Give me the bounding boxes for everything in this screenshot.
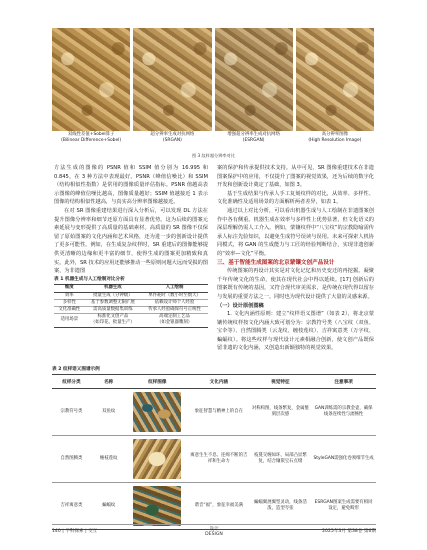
table-header: 名称 xyxy=(91,375,127,389)
table-cell: 适用场景 xyxy=(54,314,85,327)
table-header: 人工绘制 xyxy=(141,285,208,292)
lotus-scroll-pattern-image xyxy=(133,439,181,479)
table-cell: 依赖设计师个人经验 xyxy=(141,299,208,306)
figure-title: 图 3 纹样超分辨率对比 xyxy=(191,153,235,158)
table-cell: 多样性 xyxy=(54,299,85,306)
paragraph: 方法生成的图像的 PSNR 值和 SSIM 值分别为 16.995 和 0.845，在 3 种方法中表现最好。PSNR（峰值信噪比）和 SSIM（结构相似性指数）是常用的图像质量评估指标。PSNR 值越高表示图像的峰值信噪比越高，图像质量越好；SSIM 值越接近 1 表示图像的结构相似性越高，与真实高分辨率图像越接近。 xyxy=(54,165,208,206)
paragraph: 在对 SR 图像重建结果进行深入分析后，可以发现 DL 方法在提升图像分辨率和细节还原方面具有显著优势。这为后续的图案元素延展与变形提供了高质量的基础素材。高质量的 SR 图像不仅保留了原始图案的文化内涵和艺术风格，还为进一步的创新设计提供了更多可能性。例如，在生成复杂纹样时，SR 重建后的图像能够提供更清晰的边缘和更丰富的细节，使得生成的图案更加精致和真实。此外，SR 技术的应用还能够推动一些原则问题大远而受损的图案，为非遗图 xyxy=(54,207,208,275)
table-header: 注意事项 xyxy=(311,375,376,389)
semantic-table-section xyxy=(52,366,376,530)
table-cell: 文化准确性 xyxy=(54,306,85,313)
high-resolution-image xyxy=(296,28,374,131)
table2-title: 表 2 纹样语义图谱示例 xyxy=(52,367,100,372)
table-header: 维度 xyxy=(54,285,85,292)
table-cell: 蝙蝠纹 xyxy=(91,483,127,530)
pattern-thumbnail-cell xyxy=(127,483,189,530)
table-cell: 标准化文创产品 （如印花、批量生产） xyxy=(85,314,142,327)
table-cell: 批量生成（分钟级） xyxy=(85,292,142,299)
pattern-thumbnail-cell xyxy=(127,436,189,483)
pattern-thumbnail-cell xyxy=(127,389,189,436)
table-cell: 自然图腾类 xyxy=(52,436,91,483)
table-row xyxy=(54,314,208,327)
comparison-table xyxy=(54,284,208,327)
figure-captions xyxy=(52,132,374,144)
figure-caption: 超分辨率生成对抗网络 (SRGAN) xyxy=(150,132,195,143)
paragraph: 基于生成结果与传承人手工复刻纹样的对比，从效率、多样性、文化准确性及适用场景的方面解析两者差异，如表 1。 xyxy=(217,190,374,206)
table-cell: 象征智慧与精神上的自在 xyxy=(188,389,250,436)
table-cell: 双鱼纹 xyxy=(91,389,127,436)
table-cell: ESRGAN图案生成需要有相同设定，避免畸形 xyxy=(311,483,376,530)
figure-caption: 增强超分辨率生成对抗网络 (ESRGAN) xyxy=(227,132,280,143)
table-cell: 缠枝莲纹 xyxy=(91,436,127,483)
semantic-table xyxy=(52,374,376,530)
table-cell: 寓意生生不息、连绵不断的吉祥和生命力 xyxy=(188,436,250,483)
table-cell: StyleGAN需强化卷须细节生成 xyxy=(311,436,376,483)
table-header: 视觉特征 xyxy=(250,375,312,389)
table-row xyxy=(54,306,208,313)
bilinear-sobel-image xyxy=(52,28,130,131)
figure-caption: 双线性差值+Sobel算子 (Bilinear Difference+Sobel) xyxy=(61,132,122,143)
table-header-row xyxy=(52,375,376,389)
paragraph: 传统图案的再设计其实是对文化记忆和历史变迁的再挖掘。凝聚千年传统文化的生命，使其在现代社会中得以延续。[17] 创新后的图案既有传统的基因，又符合现代审美需求，是传统在现代得以留存与发展的重要方法之一。同时也为现代设计提供了大量的灵感来源。 xyxy=(217,268,374,300)
table-row xyxy=(54,299,208,306)
table-cell: 高端定制工艺品 （如金银器雕刻） xyxy=(141,314,208,327)
table-row xyxy=(54,292,208,299)
table-header-row xyxy=(54,285,208,292)
footer-issue: 2025年3月 第38卷 第6期 xyxy=(322,529,376,534)
table-cell: 谐音“福”，象征幸福美满 xyxy=(188,483,250,530)
table-row xyxy=(52,483,376,530)
table-header: 纹样分类 xyxy=(52,375,91,389)
table1-title: 表 1 机器生成与人工绘制对比分析 xyxy=(54,276,125,282)
table-cell: 宗教符号类 xyxy=(52,389,91,436)
left-column xyxy=(54,164,208,328)
page-footer xyxy=(52,524,376,537)
table-cell: 基于参数调整无限扩展 xyxy=(85,299,142,306)
subsection-heading: （一）设计原创图稿 xyxy=(217,302,264,309)
table-cell: 传承人经验确保符号正统性 xyxy=(141,306,208,313)
right-column xyxy=(217,164,374,353)
footer-journal-mark: 设计 DESIGN xyxy=(205,527,223,537)
esrgan-image xyxy=(215,28,293,131)
table-cell: 单件耗时（数小时至数天） xyxy=(141,292,208,299)
paragraph: 案的保护和传承提供技术支持。从中可见，SR 图像重建技术在非遗图案保护中的应用，不仅提升了图案的视觉效果，还为后续的数字化开发和创新设计奠定了基础，如图 3。 xyxy=(217,165,374,189)
table-row xyxy=(52,436,376,483)
table-header: 文化内涵 xyxy=(188,375,250,389)
table-cell: 需高质量数据集训练 xyxy=(85,306,142,313)
figure-caption: 高分辨率图像 (High Resolution Image) xyxy=(308,132,362,143)
table-cell: 枝蔓交缠如环，局部凸显繁复，结合镶嵌宝石点缀 xyxy=(250,436,312,483)
table-row xyxy=(52,389,376,436)
section-heading: 三、基于智能生成图案的北京蒙镶文创产品设计 xyxy=(217,259,335,266)
double-fish-pattern-image xyxy=(133,392,181,432)
table-header: 机器生成 xyxy=(85,285,142,292)
table-header: 纹样图像 xyxy=(127,375,189,389)
table-cell: GAN训练需的宗教金壶，确保线条连续性与流畅性 xyxy=(311,389,376,436)
footer-left: 140 | 学科探索 | 交互 xyxy=(52,529,98,534)
table-cell: 对称构图，线条繁复，金属錾刻层次感 xyxy=(250,389,312,436)
paragraph: 通过以上对比分析，可以看出机器生成与人工绘制在非遗图案创作中各有侧重。机器生成在效率与多样性上优势显著，但文化语义的深层理解仍需人工介入。例如，蒙镶纹样中“八宝纹”的宗教隐喻需传承人标注先验知识，以避免生成符号误读与误用。未来可探索人机协同模式，将 GAN 的生成能力与工匠的经验判断结合，实现非遗创新的“效率—文化”平衡。 xyxy=(217,207,374,257)
bat-pattern-image xyxy=(133,486,181,526)
table-cell: 效率 xyxy=(54,292,85,299)
table-cell: 吉祥寓意类 xyxy=(52,483,91,530)
srgan-image xyxy=(133,28,211,131)
table-cell: 蝙蝠翼展翼型灵动，线条活泼，造型夸张 xyxy=(250,483,312,530)
figure-image-row xyxy=(52,28,374,131)
paragraph: 1. 文化内涵性原则：建立“纹样语义图谱”（如表 2），将北京蒙镶传统纹样按文化内涵大致可划分为：宗教符号类（八宝纹（双鱼、宝伞等）、自然图腾类（云龙纹、缠枝莲纹）、吉祥寓意类（万字纹、蝙蝠纹）。将这些纹样与现代设计元素相融合创新，使文创产品既保留非遗的文化内涵，又创造出新颖独特的视觉效果。 xyxy=(217,311,374,352)
